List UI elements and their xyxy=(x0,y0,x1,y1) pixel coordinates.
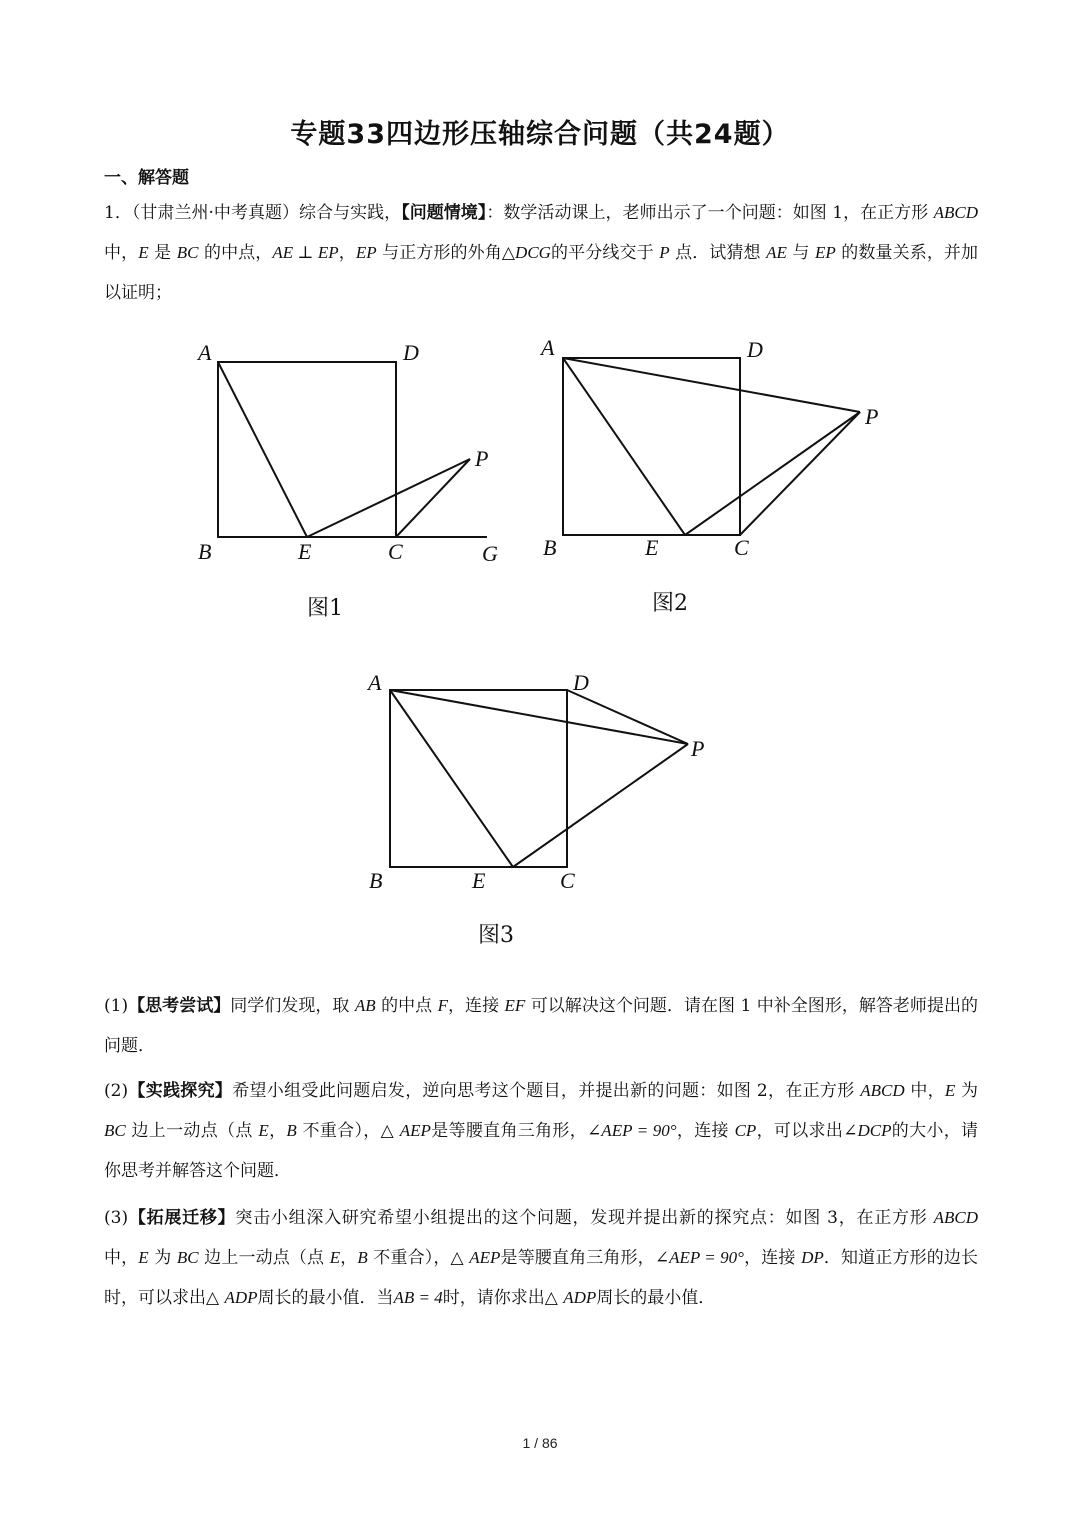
subquestion-2-text: (2)【实践探究】希望小组受此问题启发，逆向思考这个题目，并提出新的问题：如图 2，在正方形 ABCD 中，E 为 BC 边上一动点（点 E，B 不重合），△ AEP是等腰直角三角形，∠AEP = 90°，连接 CP，可以求出∠DCP的大小，请你思考并解答这个问题． xyxy=(104,1081,979,1181)
fig2-label-b: B xyxy=(543,535,557,560)
fig1-line-cp xyxy=(396,459,470,537)
fig1-label-e: E xyxy=(298,539,312,564)
fig3-label-p: P xyxy=(691,736,705,761)
fig2-label-c: C xyxy=(734,535,749,560)
fig1-label-a: A xyxy=(198,340,212,365)
fig1-square xyxy=(218,362,396,537)
subquestion-1-text: (1)【思考尝试】同学们发现，取 AB 的中点 F，连接 EF 可以解决这个问题．请在图 1 中补全图形，解答老师提出的问题． xyxy=(104,996,979,1056)
fig2-label-d: D xyxy=(747,337,763,362)
fig3-line-ap xyxy=(390,690,688,744)
fig1-label-p: P xyxy=(475,446,489,471)
fig3-label-b: B xyxy=(369,868,383,893)
fig3-line-ep xyxy=(513,744,688,867)
fig2-line-ap xyxy=(563,358,860,412)
fig1-caption: 图1 xyxy=(307,596,343,621)
fig2-caption: 图2 xyxy=(652,591,688,616)
fig2-label-a: A xyxy=(541,335,555,360)
fig2-label-p: P xyxy=(865,404,879,429)
figure-1 xyxy=(190,335,520,625)
fig2-label-e: E xyxy=(645,535,659,560)
question-1-text: 1．（甘肃兰州·中考真题）综合与实践，【问题情境】：数学活动课上，老师出示了一个问题：如图 1，在正方形 ABCD 中，E 是 BC 的中点，AE ⊥ EP，EP 与正方形的外角△DCG的平分线交于 P 点．试猜想 AE 与 EP 的数量关系，并加以证明； xyxy=(104,203,979,303)
fig3-caption: 图3 xyxy=(478,923,514,948)
fig2-line-cp xyxy=(740,412,860,535)
fig2-line-ae xyxy=(563,358,685,535)
fig3-label-a: A xyxy=(368,670,382,695)
fig1-label-b: B xyxy=(198,539,212,564)
fig1-label-g: G xyxy=(482,541,498,566)
fig1-label-d: D xyxy=(403,340,419,365)
fig3-label-e: E xyxy=(472,868,486,893)
fig1-line-ep xyxy=(307,459,470,537)
fig3-line-ae xyxy=(390,690,513,867)
fig3-line-dp xyxy=(567,690,688,744)
figure-3 xyxy=(360,665,740,955)
figure-2 xyxy=(535,330,895,620)
fig2-line-ep xyxy=(685,412,860,535)
section-heading: 一、解答题 xyxy=(104,168,189,188)
page-title: 专题33四边形压轴综合问题（共24题） xyxy=(290,119,790,150)
fig1-label-c: C xyxy=(388,539,403,564)
page-number: 1 / 86 xyxy=(522,1435,558,1451)
subquestion-3-text: (3)【拓展迁移】突击小组深入研究希望小组提出的这个问题，发现并提出新的探究点：如图 3，在正方形 ABCD 中，E 为 BC 边上一动点（点 E，B 不重合），△ AEP是等腰直角三角形，∠AEP = 90°，连接 DP．知道正方形的边长时，可以求出△ ADP周长的最小值．当AB = 4时，请你求出△ ADP周长的最小值． xyxy=(104,1208,979,1308)
fig1-line-ae xyxy=(218,362,307,537)
fig3-label-c: C xyxy=(560,868,575,893)
fig3-label-d: D xyxy=(573,670,589,695)
